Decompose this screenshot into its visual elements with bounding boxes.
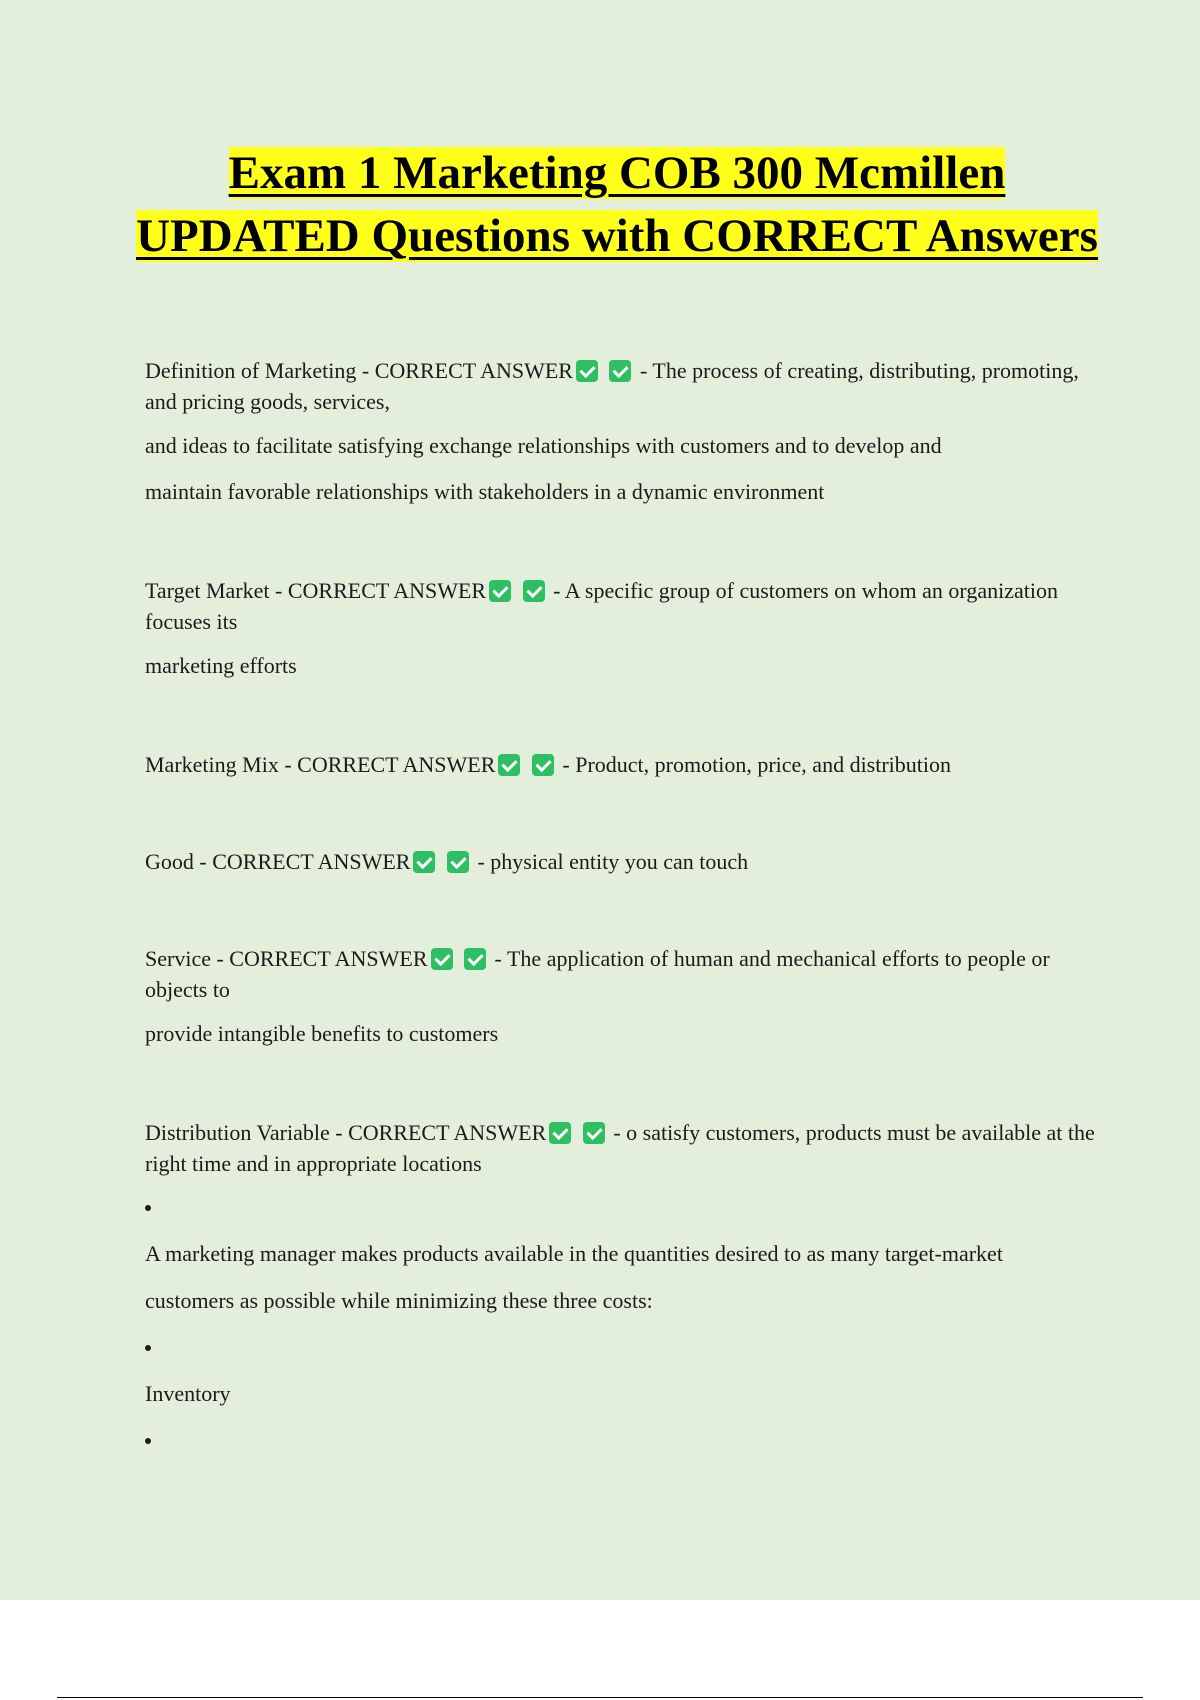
definition-line: and ideas to facilitate satisfying exchange relationships with customers and to develop and <box>145 433 942 458</box>
check-mark-icon <box>413 851 435 873</box>
entry-term: Service <box>145 946 211 971</box>
check-mark-icon <box>532 754 554 776</box>
entry-label: CORRECT ANSWER <box>287 578 487 603</box>
entry-term: Target Market <box>145 578 270 603</box>
entry-label: CORRECT ANSWER <box>348 1120 547 1145</box>
bullet-point <box>145 1345 151 1351</box>
document-title <box>120 142 1114 268</box>
check-mark-icon <box>576 360 598 382</box>
page-bottom-rule <box>57 1697 1143 1698</box>
entry-term: Distribution Variable <box>145 1120 330 1145</box>
check-mark-icon <box>489 580 511 602</box>
entry-definition: o satisfy customers, products must be available at the right time and in appropriate locations <box>145 1120 1095 1176</box>
check-mark-icon <box>464 948 486 970</box>
check-mark-icon <box>498 754 520 776</box>
definition-line: provide intangible benefits to customers <box>145 1021 499 1046</box>
entry-term: Definition of Marketing <box>145 358 357 383</box>
entry-label: CORRECT ANSWER <box>374 358 573 383</box>
bullet-point <box>145 1205 151 1211</box>
definition-line: customers as possible while minimizing these three costs: <box>145 1288 653 1313</box>
entry-term: Good <box>145 849 194 874</box>
entry-label: CORRECT ANSWER <box>229 946 428 971</box>
entry-definition: The process of creating, distributing, promoting, and pricing goods, services, <box>145 358 1079 414</box>
qa-entry: Marketing Mix - CORRECT ANSWER - Product, promotion, price, and distribution <box>145 752 952 777</box>
entry-label: CORRECT ANSWER <box>212 849 411 874</box>
definition-line: marketing efforts <box>145 653 297 678</box>
check-mark-icon <box>583 1122 605 1144</box>
title-text: Exam 1 Marketing COB 300 Mcmillen UPDATED Questions with CORRECT Answers <box>136 147 1098 262</box>
qa-entry: Definition of Marketing - CORRECT ANSWER - The process of creating, distributing, promoting, and pricing goods, services, <box>145 358 1079 414</box>
definition-line: Inventory <box>145 1381 231 1406</box>
definition-line: maintain favorable relationships with stakeholders in a dynamic environment <box>145 479 825 504</box>
qa-entry: Service - CORRECT ANSWER - The application of human and mechanical efforts to people or objects to <box>145 946 1050 1002</box>
check-mark-icon <box>523 580 545 602</box>
check-mark-icon <box>431 948 453 970</box>
bullet-point <box>145 1438 151 1444</box>
entry-definition: A specific group of customers on whom an organization focuses its <box>145 578 1058 634</box>
check-mark-icon <box>609 360 631 382</box>
entry-term: Marketing Mix <box>145 752 279 777</box>
qa-entry: Good - CORRECT ANSWER - physical entity you can touch <box>145 849 749 874</box>
entry-label: CORRECT ANSWER <box>297 752 496 777</box>
definition-line: A marketing manager makes products available in the quantities desired to as many target-market <box>145 1241 1003 1266</box>
qa-entry: Distribution Variable - CORRECT ANSWER - o satisfy customers, products must be available at the right time and in appropriate locations <box>145 1120 1095 1176</box>
qa-entry: Target Market - CORRECT ANSWER - A specific group of customers on whom an organization focuses its <box>145 578 1058 634</box>
check-mark-icon <box>549 1122 571 1144</box>
entry-definition: physical entity you can touch <box>490 849 749 874</box>
entry-definition: Product, promotion, price, and distribution <box>575 752 952 777</box>
entry-definition: The application of human and mechanical efforts to people or objects to <box>145 946 1050 1002</box>
check-mark-icon <box>447 851 469 873</box>
